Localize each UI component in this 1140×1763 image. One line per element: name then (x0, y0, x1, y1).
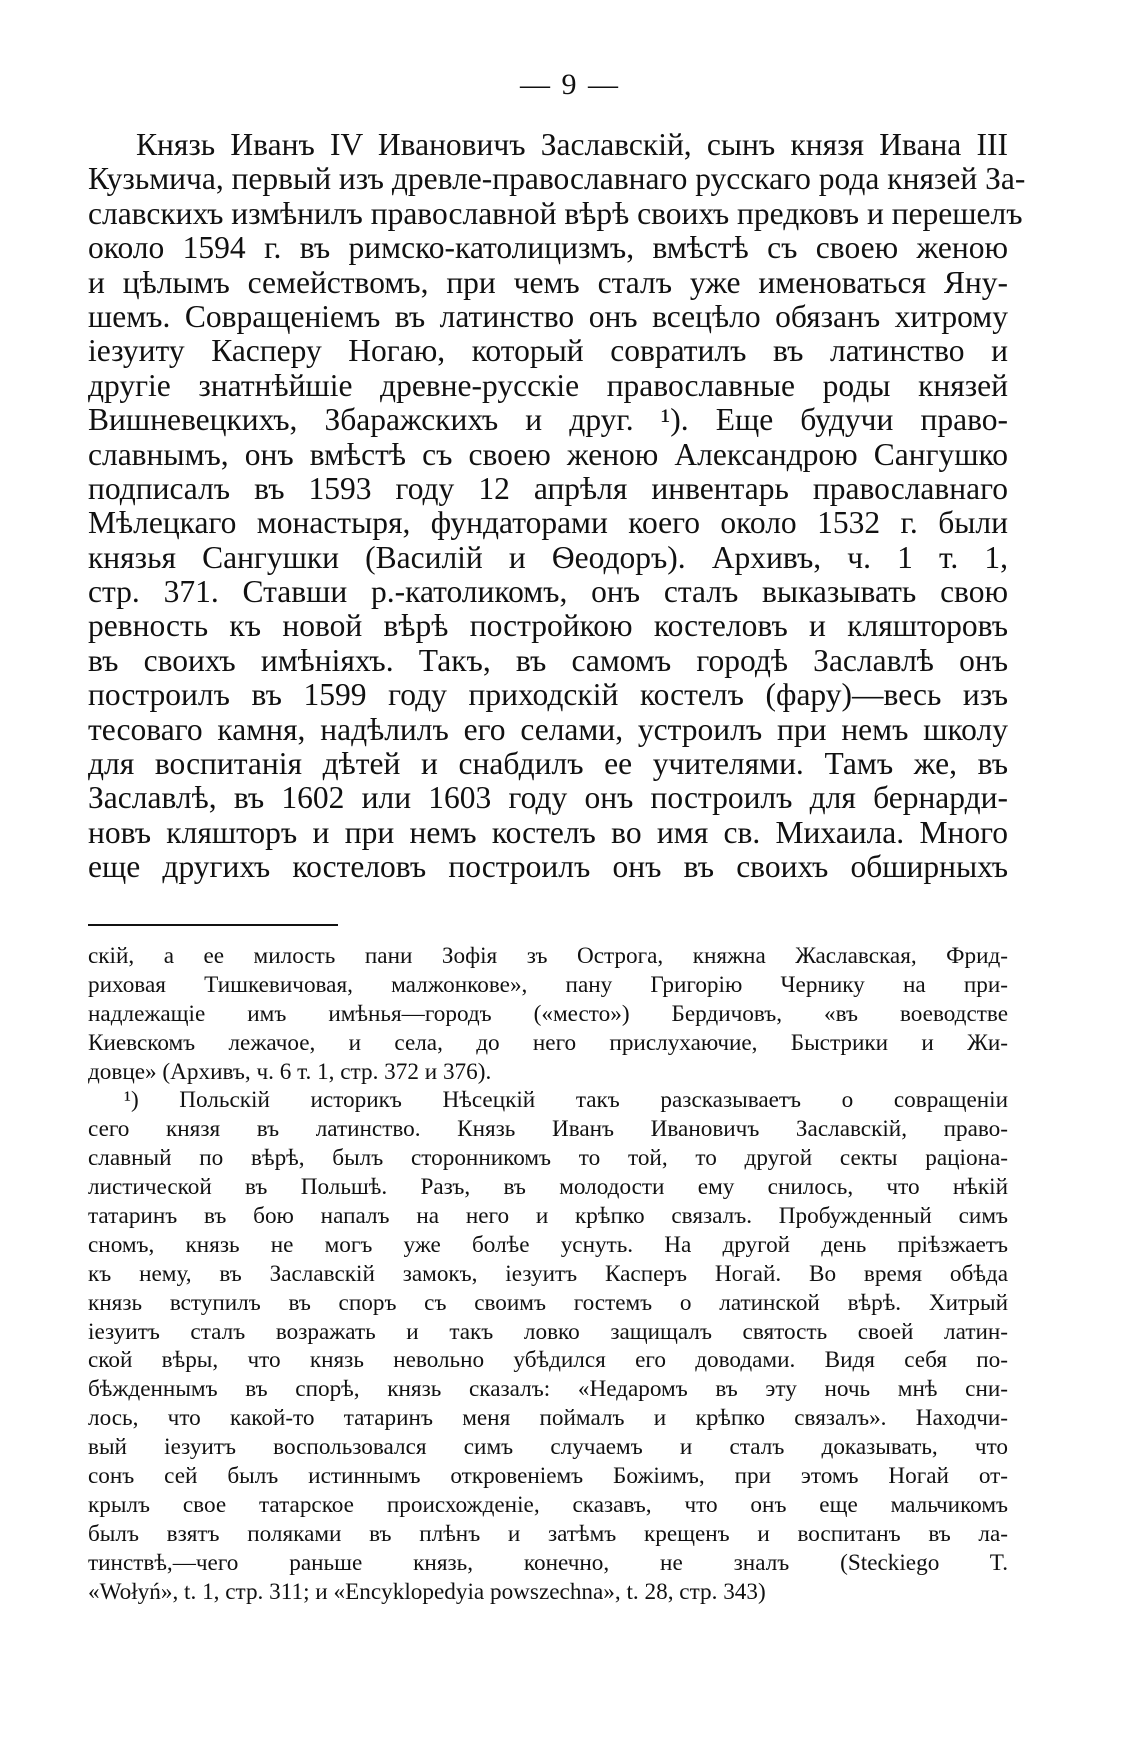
footnote-divider (88, 924, 338, 926)
main-text-line: подписалъ въ 1593 году 12 апрѣля инвентарь православнаго (88, 470, 1008, 506)
main-text-line: Князь Иванъ IV Ивановичъ Заславскій, сынъ князя Ивана III (136, 127, 1008, 162)
main-text-line: ревность къ новой вѣрѣ постройкою костеловъ и кляшторовъ (88, 608, 1008, 644)
footnote-line: надлежащіе имъ имѣнья—городъ («место») Бердичовъ, «въ воеводстве (88, 1000, 1008, 1027)
main-text-line: князья Сангушки (Василій и Ѳеодоръ). Архивъ, ч. 1 т. 1, (88, 539, 1008, 575)
footnote-line: довце» (Архивъ, ч. 6 т. 1, стр. 372 и 376). (88, 1058, 492, 1085)
footnote-line: скій, а ее милость пани Зофія зъ Острога, княжна Жаславская, Фрид- (88, 943, 1008, 969)
main-text-line: Вишневецкихъ, Збаражскихъ и друг. ¹). Еще будучи право- (88, 402, 1008, 438)
main-text-line: въ своихъ имѣніяхъ. Такъ, въ самомъ городѣ Заславлѣ онъ (88, 642, 1008, 678)
main-text (88, 127, 1026, 885)
main-text-line: Кузьмича, первый изъ древле-православнаго русскаго рода князей За- (88, 161, 1026, 197)
footnote-line: Киевскомъ лежачое, и села, до него прислухаючие, Быстрики и Жи- (88, 1029, 1008, 1056)
footnote-line: крылъ свое татарское происхожденіе, сказавъ, что онъ еще мальчикомъ (88, 1491, 1008, 1518)
footnote-line: ской вѣры, что князь невольно убѣдился его доводами. Видя себя по- (88, 1347, 1008, 1374)
main-text-line: построилъ въ 1599 году приходскій костелъ (фару)—весь изъ (88, 677, 1008, 713)
footnote-line: тинствѣ,—чего раньше князь, конечно, не зналъ (Steckiego T. (88, 1549, 1008, 1576)
footnote-line: къ нему, въ Заславскій замокъ, іезуитъ Касперъ Ногай. Во время обѣда (88, 1260, 1008, 1287)
footnote-line: вый іезуитъ воспользовался симъ случаемъ и сталъ доказывать, что (88, 1434, 1008, 1461)
footnote-line: бѣжденнымъ въ спорѣ, князь сказалъ: «Недаромъ въ эту ночь мнѣ сни- (88, 1376, 1008, 1403)
main-text-line: славскихъ измѣнилъ православной вѣрѣ своихъ предковъ и перешелъ (88, 195, 1023, 231)
footnote-line: листической въ Польшѣ. Разъ, въ молодости ему снилось, что нѣкій (88, 1174, 1008, 1201)
footnote-line: славный по вѣрѣ, былъ сторонникомъ то той, то другой секты раціона- (88, 1145, 1008, 1172)
footnote-line: сонъ сей былъ истиннымъ откровеніемъ Божіимъ, при этомъ Ногай от- (88, 1463, 1008, 1490)
main-text-line: другіе знатнѣйшіе древне-русскіе православные роды князей (88, 367, 1008, 403)
footnote-line: «Wołyń», t. 1, стр. 311; и «Encyklopedyia powszechna», t. 28, стр. 343) (88, 1578, 766, 1605)
footnote-line: былъ взятъ поляками въ плѣнъ и затѣмъ крещенъ и воспитанъ въ ла- (88, 1520, 1008, 1547)
footnote-line: князь вступилъ въ споръ съ своимъ гостемъ о латинской вѣрѣ. Хитрый (88, 1289, 1008, 1316)
main-text-line: для воспитанія дѣтей и снабдилъ ее учителями. Тамъ же, въ (88, 746, 1008, 782)
footnotes (88, 942, 1008, 1606)
footnote-line: риховая Тишкевичовая, малжонкове», пану Григорію Чернику на при- (88, 971, 1008, 998)
main-text-line: и цѣлымъ семействомъ, при чемъ сталъ уже именоваться Яну- (88, 264, 1008, 300)
main-text-line: шемъ. Совращеніемъ въ латинство онъ всецѣло обязанъ хитрому (88, 298, 1008, 334)
main-text-line: еще другихъ костеловъ построилъ онъ въ своихъ обширныхъ (88, 849, 1008, 885)
main-text-line: тесоваго камня, надѣлилъ его селами, устроилъ при немъ школу (88, 711, 1008, 747)
footnote-line: сномъ, князь не могъ уже болѣе уснуть. На другой день пріѣзжаетъ (88, 1231, 1008, 1258)
main-text-line: стр. 371. Ставши р.-католикомъ, онъ сталъ выказывать свою (88, 574, 1008, 610)
footnote-line: ¹) Польскій историкъ Нѣсецкій такъ разсказываетъ о совращеніи (124, 1087, 1008, 1114)
main-text-line: новъ кляшторъ и при немъ костелъ во имя св. Михаила. Много (88, 814, 1008, 850)
main-text-line: славнымъ, онъ вмѣстѣ съ своею женою Александрою Сангушко (88, 436, 1008, 472)
footnote-line: татаринъ въ бою напалъ на него и крѣпко связалъ. Пробужденный симъ (88, 1203, 1008, 1230)
main-text-line: іезуиту Касперу Ногаю, который совратилъ въ латинство и (88, 333, 1008, 369)
main-text-line: Мѣлецкаго монастыря, фундаторами коего около 1532 г. были (88, 505, 1008, 541)
main-text-line: около 1594 г. въ римско-католицизмъ, вмѣстѣ съ своею женою (88, 230, 1008, 266)
page-number: — 9 — (520, 68, 620, 101)
footnote-line: лось, что какой-то татаринъ меня поймалъ и крѣпко связалъ». Находчи- (88, 1405, 1008, 1432)
main-text-line: Заславлѣ, въ 1602 или 1603 году онъ построилъ для бернарди- (88, 780, 1008, 816)
footnote-line: сего князя въ латинство. Князь Иванъ Ивановичъ Заславскій, право- (88, 1116, 1008, 1143)
footnote-line: іезуитъ сталъ возражать и такъ ловко защищалъ святость своей латин- (88, 1318, 1008, 1345)
